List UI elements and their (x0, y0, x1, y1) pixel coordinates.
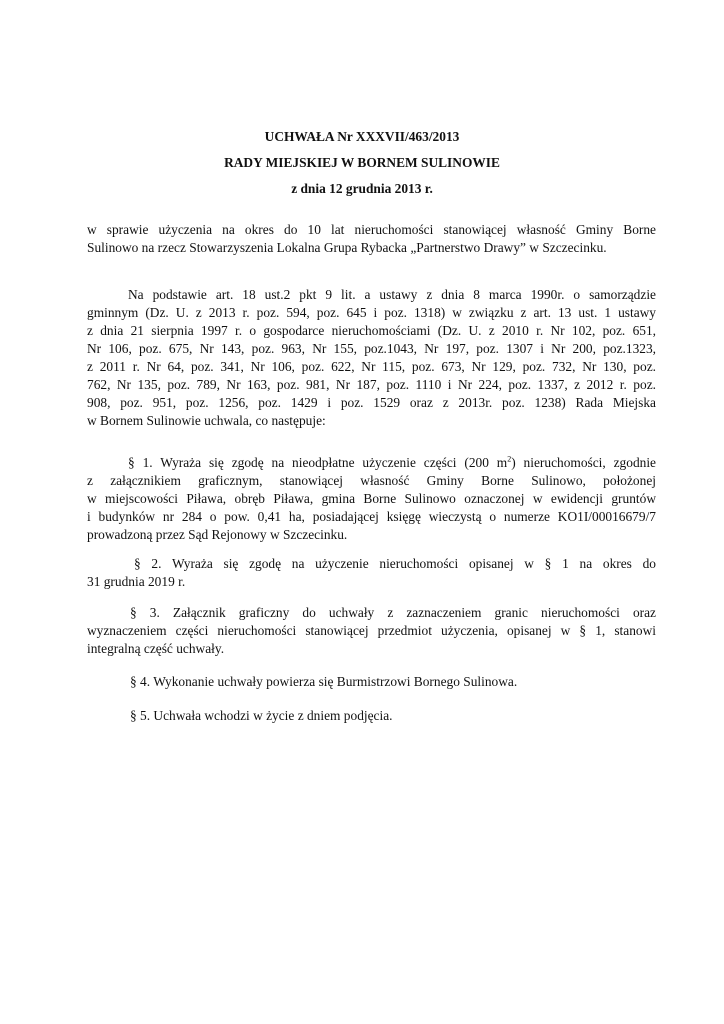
resolution-number: UCHWAŁA Nr XXXVII/463/2013 (264, 129, 460, 144)
subject-line: w sprawie użyczenia na okres do 10 lat nieruchomości stanowiącej własność Gminy Borne (87, 222, 656, 237)
section-3-line: § 3. Załącznik graficzny do uchwały z zaznaczeniem granic nieruchomości oraz (130, 605, 656, 620)
preamble-line: z dnia 21 sierpnia 1997 r. o gospodarce nieruchomościami (Dz. U. z 2010 r. Nr 102, poz. 651, (87, 323, 656, 338)
section-2 (87, 555, 656, 591)
preamble-line: 908, poz. 951, poz. 1256, poz. 1429 i poz. 1529 oraz z 2013r. poz. 1238) Rada Miejska (87, 395, 656, 410)
preamble-line: Nr 106, poz. 675, Nr 143, poz. 963, Nr 155, poz.1043, Nr 197, poz. 1307 i Nr 200, poz.1323, (87, 341, 656, 356)
section-1 (87, 454, 656, 544)
resolution-authority: RADY MIEJSKIEJ W BORNEM SULINOWIE (224, 155, 500, 170)
section-1-text-b: ) nieruchomości, zgodnie (511, 455, 656, 470)
section-1-line: z załącznikiem graficznym, stanowiącej własność Gminy Borne Sulinowo, położonej (87, 473, 656, 488)
section-3-line: integralną część uchwały. (87, 641, 225, 656)
section-1-line: w miejscowości Piława, obręb Piława, gmina Borne Sulinowo oznaczonej w ewidencji gruntów (87, 491, 656, 506)
section-3-line: wyznaczeniem części nieruchomości stanowiącej przedmiot użyczenia, opisanej w § 1, stanowi (87, 623, 656, 638)
resolution-date: z dnia 12 grudnia 2013 r. (291, 181, 433, 196)
section-1-text-a: § 1. Wyraża się zgodę na nieodpłatne użyczenie części (200 m (128, 455, 508, 470)
preamble-line: gminnym (Dz. U. z 2013 r. poz. 594, poz. 645 i poz. 1318) w związku z art. 13 ust. 1 ustawy (87, 305, 656, 320)
preamble-line: 762, Nr 135, poz. 789, Nr 163, poz. 981, Nr 187, poz. 1110 i Nr 224, poz. 1337, z 2012 r. poz. (87, 377, 656, 392)
section-2-line: 31 grudnia 2019 r. (87, 574, 186, 589)
subject-line: Sulinowo na rzecz Stowarzyszenia Lokalna Grupa Rybacka „Partnerstwo Drawy” w Szczecinku. (87, 240, 607, 255)
section-2-line: § 2. Wyraża się zgodę na użyczenie nieruchomości opisanej w § 1 na okres do (134, 556, 656, 571)
section-3 (87, 604, 656, 658)
section-1-first-line (87, 454, 656, 472)
preamble-line: w Bornem Sulinowie uchwala, co następuje: (87, 413, 326, 428)
square-meter-superscript: 2 (507, 454, 512, 464)
preamble-line: Na podstawie art. 18 ust.2 pkt 9 lit. a ustawy z dnia 8 marca 1990r. o samorządzie (128, 287, 656, 302)
section-1-line: i budynków nr 284 o pow. 0,41 ha, posiadającej księgę wieczystą o numerze KO1I/00016679/7 (87, 509, 656, 524)
legal-basis-paragraph (87, 286, 656, 430)
section-4-line: § 4. Wykonanie uchwały powierza się Burmistrzowi Bornego Sulinowa. (130, 674, 518, 689)
resolution-subject (87, 221, 656, 257)
section-5-line: § 5. Uchwała wchodzi w życie z dniem podjęcia. (130, 708, 393, 723)
section-1-line: prowadzoną przez Sąd Rejonowy w Szczecinku. (87, 527, 348, 542)
resolution-header (0, 124, 724, 202)
preamble-line: z 2011 r. Nr 64, poz. 341, Nr 106, poz. 622, Nr 115, poz. 673, Nr 129, poz. 732, Nr 130, poz. (87, 359, 656, 374)
section-4 (87, 673, 656, 691)
section-5 (87, 707, 656, 725)
